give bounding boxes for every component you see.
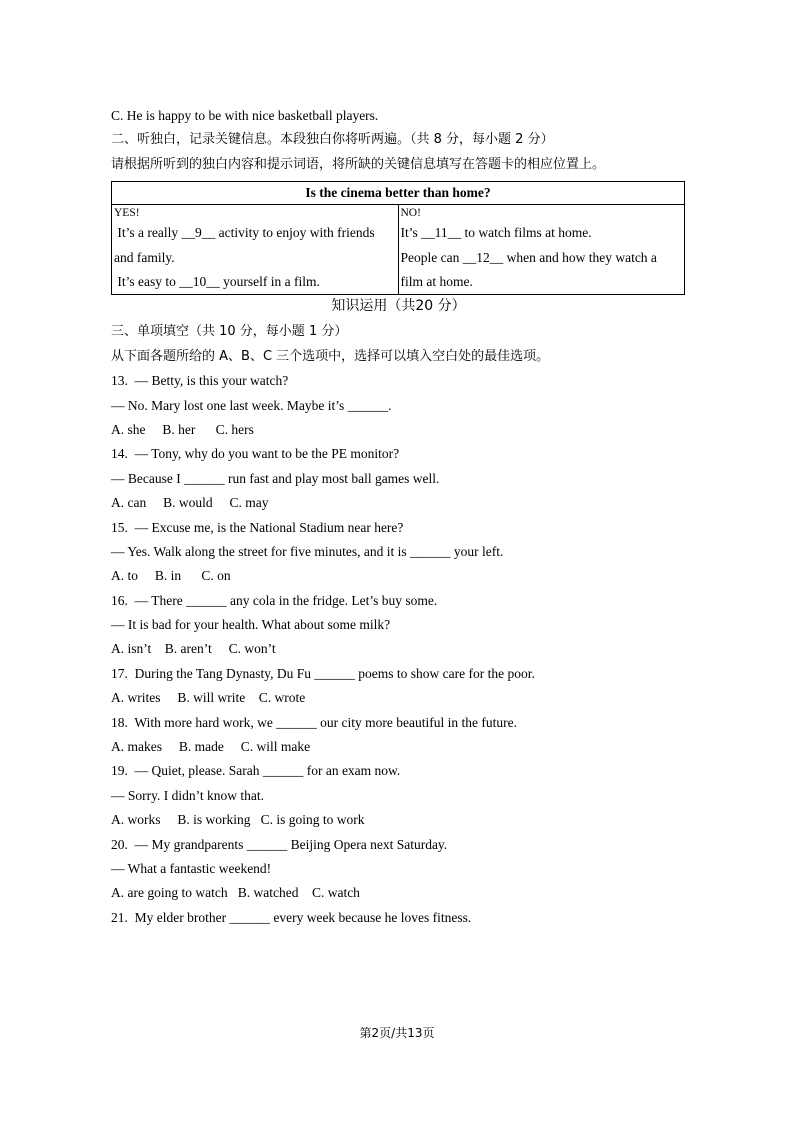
cell-line: People can __12__ when and how they watch a <box>400 249 657 265</box>
question-line: 18. With more hard work, we ______ our city more beautiful in the future. <box>111 714 517 730</box>
section-title: 知识运用（共20 分） <box>331 298 466 315</box>
part2-instruction: 请根据所听到的独白内容和提示词语，将所缺的关键信息填写在答题卡的相应位置上。 <box>111 156 606 172</box>
key-info-table <box>111 181 685 295</box>
part3-heading: 三、单项填空（共 10 分，每小题 1 分） <box>111 324 348 340</box>
question-line: A. can B. would C. may <box>111 495 269 511</box>
question-line: 21. My elder brother ______ every week because he loves fitness. <box>111 909 472 925</box>
question-line: A. are going to watch B. watched C. watch <box>111 885 360 901</box>
question-line: A. writes B. will write C. wrote <box>111 690 306 706</box>
cell-line: film at home. <box>400 273 473 289</box>
question-line: 19. — Quiet, please. Sarah ______ for an exam now. <box>111 763 401 779</box>
cell-line: It’s a really __9__ activity to enjoy with friends <box>114 225 375 241</box>
question-line: — What a fantastic weekend! <box>111 860 272 876</box>
table-cell-no <box>398 205 685 295</box>
question-line: 15. — Excuse me, is the National Stadium near here? <box>111 519 404 535</box>
yes-tag: YES! <box>114 207 140 220</box>
part2-heading: 二、听独白，记录关键信息。本段独白你将听两遍。（共 8 分，每小题 2 分） <box>111 132 554 148</box>
part3-instruction: 从下面各题所给的 A、B、C 三个选项中，选择可以填入空白处的最佳选项。 <box>111 348 550 364</box>
cell-line: It’s easy to __10__ yourself in a film. <box>114 273 320 289</box>
no-tag: NO! <box>400 207 421 220</box>
question-line: A. works B. is working C. is going to work <box>111 812 365 828</box>
question-list <box>111 369 686 930</box>
question-line: 16. — There ______ any cola in the fridge. Let’s buy some. <box>111 592 438 608</box>
question-line: — Sorry. I didn’t know that. <box>111 787 264 803</box>
question-line: A. to B. in C. on <box>111 568 231 584</box>
question-line: — It is bad for your health. What about some milk? <box>111 617 391 633</box>
table-cell-yes <box>112 205 399 295</box>
question-line: A. she B. her C. hers <box>111 421 254 437</box>
cell-line: It’s __11__ to watch films at home. <box>400 225 592 241</box>
question-line: 17. During the Tang Dynasty, Du Fu ______ poems to show care for the poor. <box>111 665 535 681</box>
question-line: 14. — Tony, why do you want to be the PE monitor? <box>111 446 400 462</box>
question-line: 13. — Betty, is this your watch? <box>111 373 289 389</box>
option-line: C. He is happy to be with nice basketball players. <box>111 108 379 123</box>
question-line: A. isn’t B. aren’t C. won’t <box>111 641 276 657</box>
page-footer: 第2页/共13页 <box>359 1026 435 1040</box>
question-line: — Because I ______ run fast and play most ball games well. <box>111 470 440 486</box>
question-line: A. makes B. made C. will make <box>111 739 311 755</box>
table-title: Is the cinema better than home? <box>112 182 685 205</box>
exam-page <box>111 104 686 930</box>
question-line: 20. — My grandparents ______ Beijing Opera next Saturday. <box>111 836 448 852</box>
cell-line: and family. <box>114 249 175 265</box>
question-line: — No. Mary lost one last week. Maybe it’s ______. <box>111 397 392 413</box>
question-line: — Yes. Walk along the street for five minutes, and it is ______ your left. <box>111 543 504 559</box>
